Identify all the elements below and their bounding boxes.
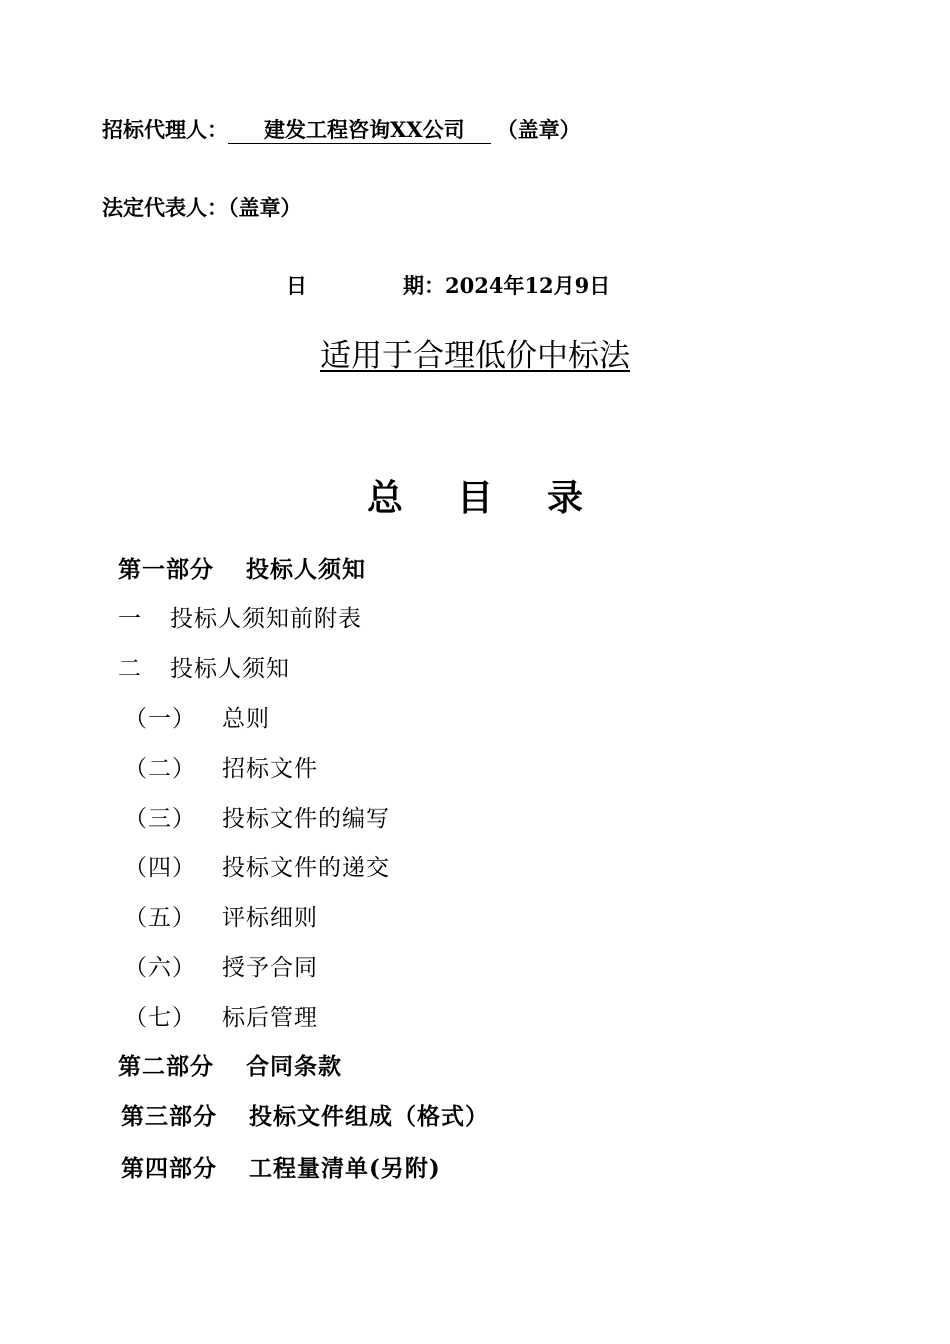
- legal-representative-line: 法定代表人：（盖章）: [102, 195, 302, 220]
- toc-sub-5-num: （五）: [124, 905, 196, 931]
- toc-part-1: [118, 551, 366, 584]
- toc-sub-1: [124, 700, 270, 733]
- toc-part-3-label: 投标文件组成（格式）: [249, 1103, 489, 1130]
- toc-sub-4: [124, 849, 390, 882]
- agent-name: 建发工程咨询XX公司: [228, 117, 491, 144]
- agent-seal: （盖章）: [496, 117, 581, 142]
- toc-sub-3-label: 投标文件的编写: [222, 806, 390, 832]
- toc-part-2-label: 合同条款: [246, 1053, 342, 1080]
- toc-part-4-num: 第四部分: [121, 1155, 217, 1182]
- method-title: [0, 330, 950, 375]
- toc-item-2: [118, 650, 290, 683]
- toc-part-3: [121, 1098, 489, 1131]
- toc-sub-4-label: 投标文件的递交: [222, 855, 390, 881]
- toc-sub-5-label: 评标细则: [222, 905, 318, 931]
- toc-title: 总目录: [366, 477, 637, 519]
- date-value: 期：2024年12月9日: [403, 273, 611, 298]
- toc-sub-4-num: （四）: [124, 855, 196, 881]
- toc-part-3-num: 第三部分: [121, 1103, 217, 1130]
- toc-sub-2: [124, 750, 318, 783]
- toc-sub-2-label: 招标文件: [222, 756, 318, 782]
- toc-part-4: [121, 1150, 441, 1183]
- toc-item-2-num: 二: [118, 656, 142, 682]
- agent-label: 招标代理人：: [102, 117, 228, 142]
- toc-sub-7-num: （七）: [124, 1005, 196, 1031]
- toc-part-1-label: 投标人须知: [246, 556, 366, 583]
- toc-sub-6: [124, 949, 318, 982]
- toc-part-1-num: 第一部分: [118, 556, 214, 583]
- toc-sub-2-num: （二）: [124, 756, 196, 782]
- toc-sub-5: [124, 899, 318, 932]
- date-line: [286, 270, 610, 300]
- toc-sub-7: [124, 999, 318, 1032]
- toc-item-1: [118, 600, 362, 633]
- toc-item-2-label: 投标人须知: [170, 656, 290, 682]
- toc-part-4-label: 工程量清单(另附): [249, 1155, 441, 1182]
- agent-line: [102, 114, 581, 144]
- toc-sub-1-num: （一）: [124, 706, 196, 732]
- toc-item-1-num: 一: [118, 606, 142, 632]
- toc-sub-3: [124, 800, 390, 833]
- toc-sub-7-label: 标后管理: [222, 1005, 318, 1031]
- toc-sub-3-num: （三）: [124, 806, 196, 832]
- method-title-text: 适用于合理低价中标法: [320, 338, 630, 374]
- toc-item-1-label: 投标人须知前附表: [170, 606, 362, 632]
- toc-sub-6-num: （六）: [124, 955, 196, 981]
- date-label-char: 日: [286, 273, 307, 298]
- toc-sub-1-label: 总则: [222, 706, 270, 732]
- toc-part-2-num: 第二部分: [118, 1053, 214, 1080]
- toc-sub-6-label: 授予合同: [222, 955, 318, 981]
- toc-part-2: [118, 1048, 342, 1081]
